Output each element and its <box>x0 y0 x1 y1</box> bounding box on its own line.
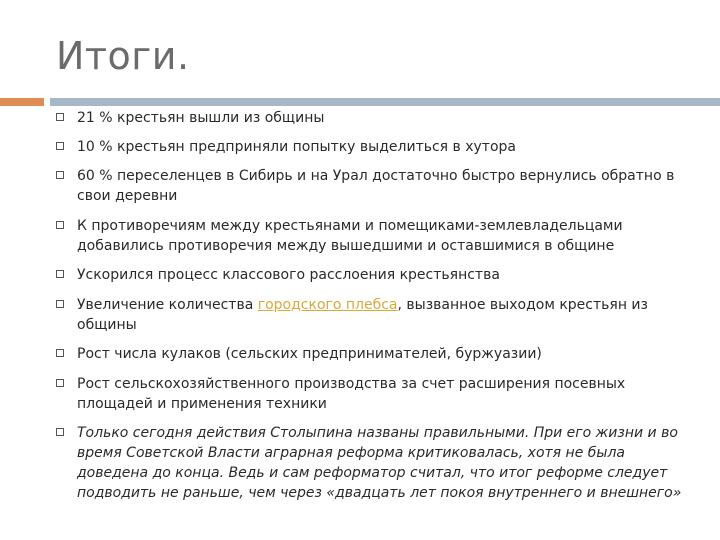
square-bullet-icon <box>56 300 64 308</box>
list-item-text: К противоречиям между крестьянами и помещиками-землевладельцами добавились противоречия между вышедшими и оставшимися в общине <box>77 218 623 254</box>
square-bullet-icon <box>56 428 64 436</box>
square-bullet-icon <box>56 113 64 121</box>
square-bullet-icon <box>56 349 64 357</box>
list-item-text: Рост сельскохозяйственного производства за счет расширения посевных площадей и применения техники <box>77 376 626 412</box>
slide-title: Итоги. <box>56 34 190 78</box>
text-before-link: Увеличение количества <box>77 297 258 313</box>
title-rule <box>50 98 720 106</box>
title-rule-accent <box>0 98 44 106</box>
list-item-text: 60 % переселенцев в Сибирь и на Урал достаточно быстро вернулись обратно в свои деревни <box>77 168 675 204</box>
list-item-text: 21 % крестьян вышли из общины <box>77 110 325 126</box>
square-bullet-icon <box>56 171 64 179</box>
list-item-text: Ускорился процесс классового расслоения крестьянства <box>77 267 500 283</box>
square-bullet-icon <box>56 270 64 278</box>
list-item-text <box>77 295 686 335</box>
square-bullet-icon <box>56 379 64 387</box>
list-item-text: Рост числа кулаков (сельских предпринимателей, буржуазии) <box>77 346 542 362</box>
link-gorodskoy-plebs[interactable]: городского плебса <box>257 297 398 313</box>
square-bullet-icon <box>56 142 64 150</box>
square-bullet-icon <box>56 221 64 229</box>
list-item-text: Только сегодня действия Столыпина названы правильными. При его жизни и во время Советской Власти аграрная реформа критиковалась, хотя не была доведена до конца. Ведь и сам реформатор считал, что итог реформе следует подводить не раньше, чем через «двадцать лет покоя внутреннего и внешнего» <box>77 425 682 501</box>
list-item-text: 10 % крестьян предприняли попытку выделиться в хутора <box>77 139 516 155</box>
text-after-link: , вызванное выходом крестьян из общины <box>77 297 648 333</box>
